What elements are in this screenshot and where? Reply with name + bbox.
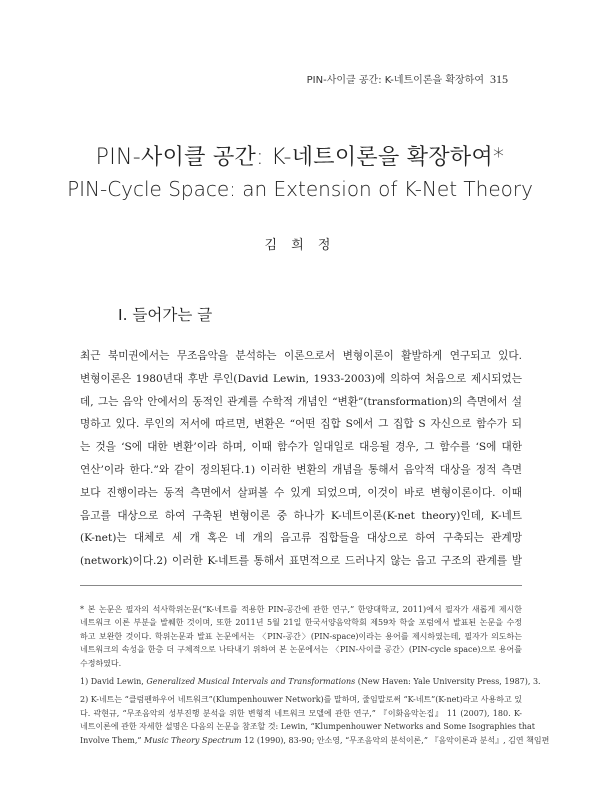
footnote-star-line: 수정하였다.	[80, 658, 122, 668]
footnote-2-suffix: 12 (1990), 83-90; 안소영, “무조음악의 분석이론,” 『음악이론과 분석』, 김연 책임편	[241, 735, 550, 745]
footnote-1-book-title: Generalized Musical Intervals and Transformations	[146, 677, 356, 687]
body-line: 데, 그는 음악 안에서의 동적인 관계를 수학적 개념인 “변환”(transformation)의 측면에서 설	[80, 395, 522, 408]
footnote-2-line: 2) K-네트는 “클럼펜하우어 네트워크”(Klumpenhouwer Network)를 말하며, 줄임말로써 “K-네트”(K-net)라고 사용하고 있	[80, 695, 522, 705]
body-paragraph	[80, 345, 522, 573]
footnote-1-suffix: (New Haven: Yale University Press, 1987), 3.	[355, 677, 541, 687]
running-head	[307, 71, 508, 87]
author-name: 김 희 정	[264, 238, 336, 253]
body-line: (network)이다.2) 이러한 K-네트를 통해서 표면적으로 드러나지 않는 음고 구조의 관계를 발	[80, 555, 522, 568]
section-heading: I. 들어가는 글	[118, 306, 213, 324]
body-line: 연산’이라 한다.”와 같이 정의된다.1) 이러한 변환의 개념을 통해서 음악적 대상을 정적 측면	[80, 463, 522, 476]
footnote-star-line: 하고 보완한 것이다. 학위논문과 발표 논문에서는 〈PIN-공간〉(PIN-space)이라는 용어를 제시하였는데, 필자가 의도하는	[80, 631, 522, 641]
body-line: 명하고 있다. 루인의 저서에 따르면, 변환은 “어떤 집합 S에서 그 집합 S 자신으로 함수가 되	[80, 418, 522, 431]
footnote-1-prefix: 1) David Lewin,	[80, 677, 147, 687]
body-line: 는 것을 ‘S에 대한 변환’이라 하며, 이때 함수가 일대일로 대응될 경우, 그 함수를 ‘S에 대한	[80, 441, 522, 454]
footnote-1	[80, 675, 541, 688]
running-head-title: PIN-사이클 공간: K-네트이론을 확장하여	[306, 75, 484, 86]
footnote-2-line: 다. 곽현규, “무조음악의 성부진행 분석을 위한 변형적 네트워크 모델에 관한 연구,” 『이화음악논집』 11 (2007), 180. K-	[80, 708, 522, 718]
footnotes	[80, 603, 550, 747]
footnote-star-line: * 본 논문은 필자의 석사학위논문(“K-네트를 적용한 PIN-공간에 관한 연구,” 한양대학교, 2011)에서 필자가 새롭게 제시한	[80, 605, 522, 614]
article-title-korean: PIN-사이클 공간: K-네트이론을 확장하여*	[95, 145, 505, 170]
footnote-2-line	[80, 734, 550, 747]
footnote-star-line: 네트워크 이론 부분을 발췌한 것이며, 또한 2011년 5월 21일 한국서양음악학회 제59차 학술 포럼에서 발표된 논문을 수정	[80, 618, 522, 628]
page-number: 315	[490, 72, 508, 86]
article-title-english: PIN-Cycle Space: an Extension of K-Net Theory	[67, 177, 533, 201]
body-line: (K-net)는 대체로 세 개 혹은 네 개의 음고류 집합들을 대상으로 하여 구축되는 관계망	[80, 532, 522, 545]
footnote-2-journal: Music Theory Spectrum	[144, 735, 242, 745]
footnote-2-prefix: Involve Them,”	[80, 735, 144, 745]
footnote-divider	[80, 585, 522, 586]
body-line: 음고를 대상으로 하여 구축된 변형이론 중 하나가 K-네트이론(K-net theory)인데, K-네트	[80, 509, 522, 522]
body-line: 변형이론은 1980년대 후반 루인(David Lewin, 1933-2003)에 의하여 처음으로 제시되었는	[80, 372, 522, 385]
footnote-2-line: 네트이론에 관한 자세한 설명은 다음의 논문을 참조할 것: Lewin, “Klumpenhouwer Networks and Some Isographies that	[80, 722, 535, 732]
footnote-star-line: 네트워크의 속성을 한층 더 구체적으로 나타내기 위하여 본 논문에서는 〈PIN-사이클 공간〉(PIN-cycle space)으로 용어를	[80, 645, 522, 655]
body-line: 최근 북미권에서는 무조음악을 분석하는 이론으로서 변형이론이 활발하게 연구되고 있다.	[80, 350, 522, 362]
body-line: 보다 진행이라는 동적 측면에서 살펴볼 수 있게 되었으며, 이것이 바로 변형이론이다. 이때	[80, 486, 522, 499]
